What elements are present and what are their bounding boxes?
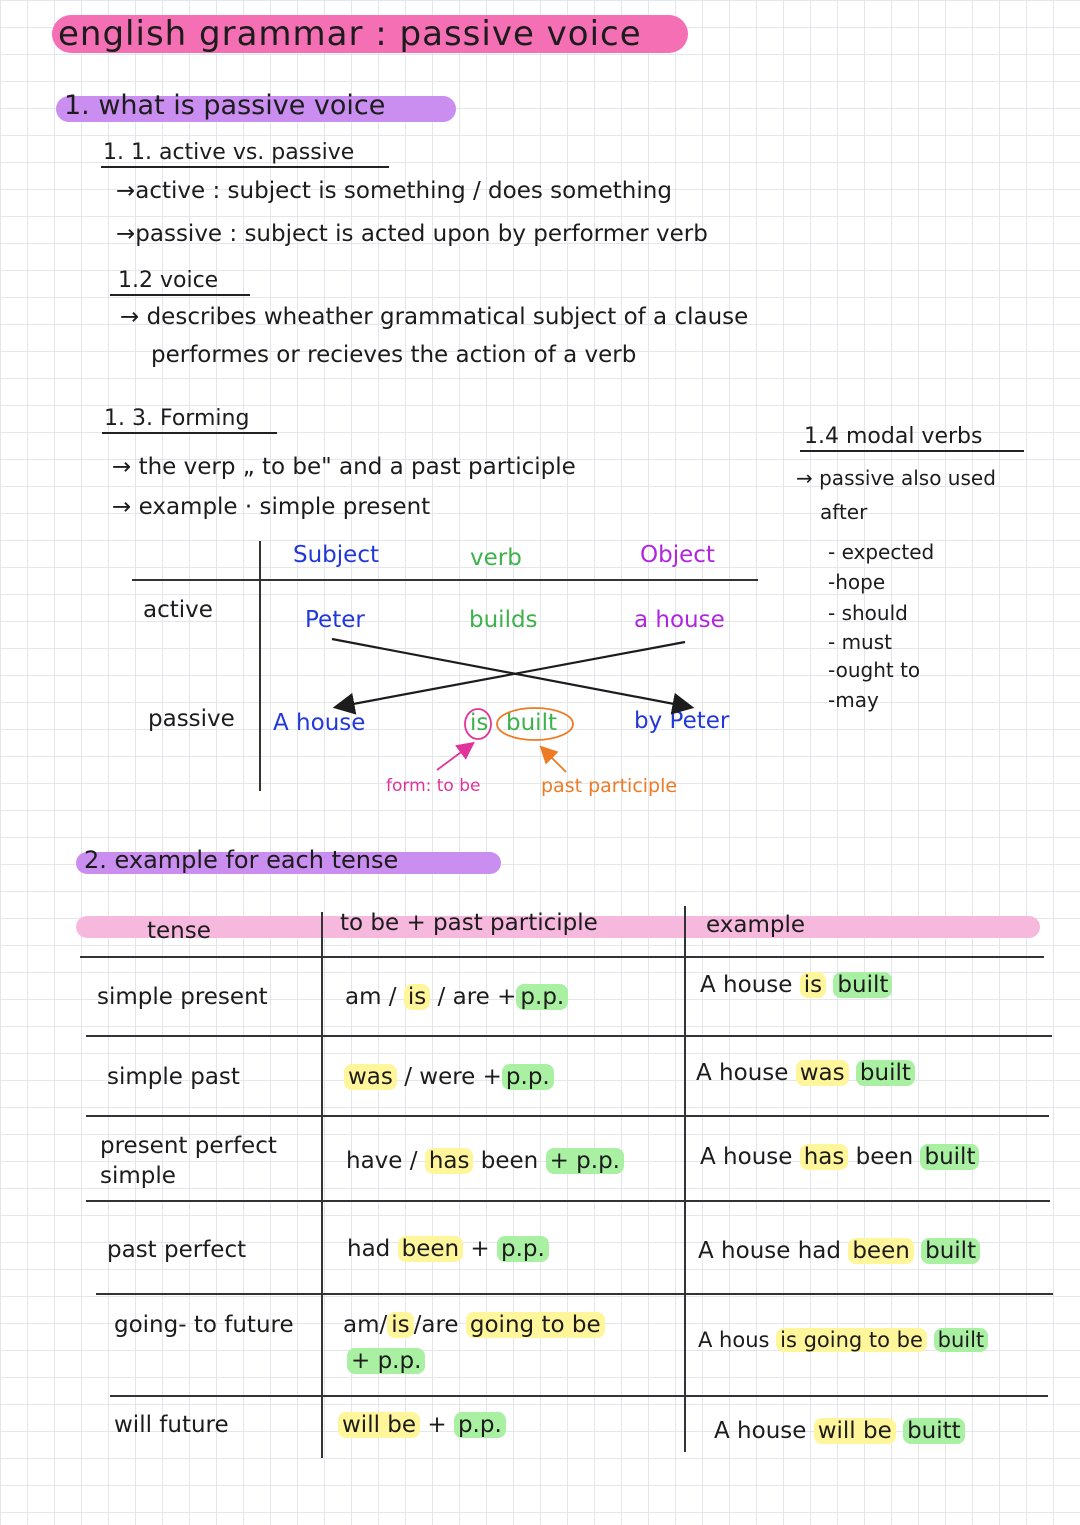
section2-heading: 2. example for each tense [84,846,399,874]
s14-heading: 1.4 modal verbs [804,424,983,449]
passive-by-agent: by Peter [634,708,730,734]
row-form: was / were + p.p. [344,1064,554,1090]
row-divider [86,1035,1052,1037]
s13-line1: → the verp „ to be" and a past participle [112,454,576,480]
row-divider [86,1200,1050,1202]
s13-heading: 1. 3. Forming [104,406,250,431]
circle-built [497,708,573,740]
diagram-col-verb: verb [470,545,522,571]
row-tense: present perfect [100,1133,277,1159]
table-divider-1 [321,912,323,1458]
row-tense: past perfect [107,1237,247,1263]
row-divider [86,1115,1049,1117]
modal-item: -ought to [828,658,921,682]
s14-intro1: → passive also used [796,466,996,490]
row-form: am/ is /are going to be [343,1312,605,1338]
arrow-form [437,744,472,770]
row-example: A house will be buitt [714,1418,965,1444]
modal-item: - must [828,630,892,654]
row-example: A house was built [696,1060,915,1086]
row-divider [110,1395,1048,1397]
note-past-participle: past participle [541,775,678,797]
active-subject: Peter [305,607,365,633]
row-example: A house had been built [698,1238,980,1264]
section1-heading: 1. what is passive voice [64,90,386,121]
header-example: example [706,912,805,938]
circle-is [465,709,491,739]
diagram-row-passive: passive [148,706,235,732]
s12-line2: performes or recieves the action of a verb [151,342,637,368]
row-example: A house is built [700,972,892,998]
active-object: a house [634,607,725,633]
row-example: A house has been built [700,1144,979,1170]
row-tense: going- to future [114,1312,294,1338]
s11-heading: 1. 1. active vs. passive [103,140,355,165]
s12-line1: → describes wheather grammatical subject of a clause [120,304,749,330]
row-tense-line2: simple [100,1163,176,1189]
active-verb: builds [469,607,538,633]
row-form: will be + p.p. [338,1412,506,1438]
s14-intro2: after [820,500,868,524]
s11-line1: →active : subject is something / does something [116,178,672,204]
modal-item: - expected [828,540,935,564]
diagram-col-object: Object [640,542,715,568]
note-form-to-be: form: to be [386,776,481,796]
row-example: A hous is going to be built [698,1328,988,1352]
arrow-pp [542,748,566,772]
header-tense: tense [147,918,211,944]
diagram-row-active: active [143,597,213,623]
row-form-line2: + p.p. [347,1348,425,1374]
modal-item: -may [828,688,879,712]
passive-aux: is [470,710,489,736]
s11-line2: →passive : subject is acted upon by performer verb [116,221,708,247]
row-tense: simple past [107,1064,240,1090]
row-form: had been + p.p. [347,1236,549,1262]
passive-subject: A house [273,710,366,736]
passive-past-participle: built [506,710,557,736]
row-tense: will future [114,1412,229,1438]
row-divider [96,1293,1053,1295]
modal-item: - should [828,601,908,625]
row-form: have / has been + p.p. [346,1148,624,1174]
diagram-col-subject: Subject [293,542,379,568]
s12-heading: 1.2 voice [118,268,219,293]
s13-line2: → example · simple present [112,494,431,520]
table-header-line [80,956,1044,958]
header-form: to be + past participle [340,910,598,936]
row-tense: simple present [97,984,268,1010]
table-divider-2 [684,906,686,1452]
page-title: english grammar : passive voice [58,14,642,54]
modal-item: -hope [828,570,886,594]
row-form: am / is / are + p.p. [345,984,568,1010]
